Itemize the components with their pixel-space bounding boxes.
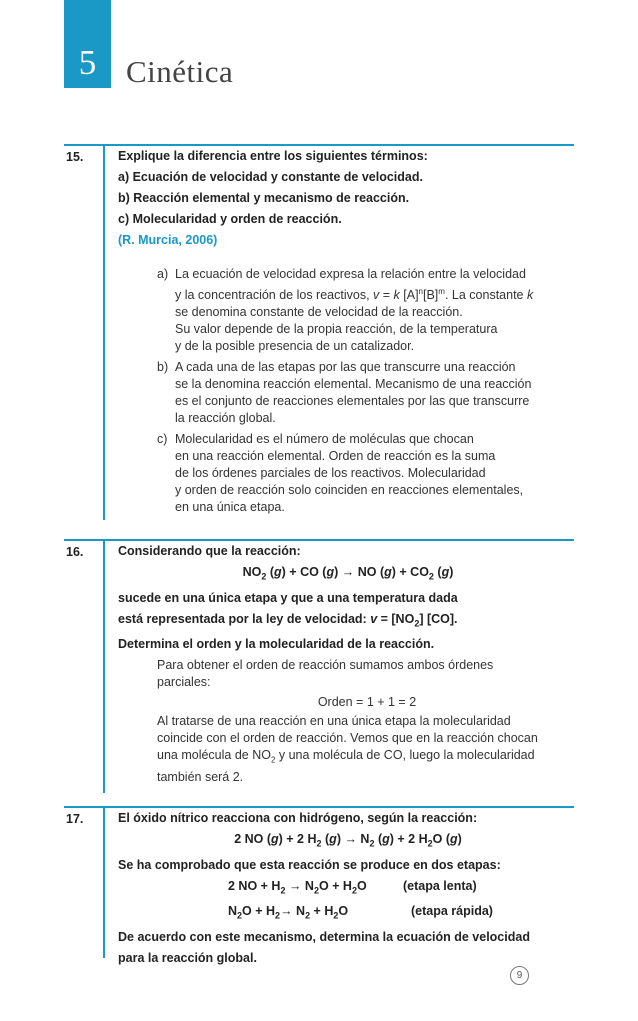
q16-line3: sucede en una única etapa y que a una temperatura dada [118, 590, 458, 605]
question-17 [118, 808, 578, 969]
chapter-tab [64, 0, 111, 88]
q15-part-a: a) Ecuación de velocidad y constante de velocidad. [118, 170, 423, 184]
question-number-16: 16. [66, 545, 84, 559]
q17-prompt: El óxido nítrico reacciona con hidrógeno, según la reacción: [118, 811, 478, 825]
page-number: 9 [510, 966, 529, 985]
q15-prompt: Explique la diferencia entre los siguientes términos: [118, 149, 428, 163]
question-15 [118, 146, 578, 251]
q17-line3: Se ha comprobado que esta reacción se produce en dos etapas: [118, 857, 501, 872]
answer-15-a: a) La ecuación de velocidad expresa la relación entre la velocidad y la concentración de los reactivos, v = k $[A]^n[B]^m$. La constante k se denomina constante de velocidad de la reacción. Su valor depende de la propia reacción, de la temperatura y de la posible presencia de un catalizador. [157, 267, 534, 354]
rule-q15 [103, 146, 105, 520]
question-number-15: 15. [66, 150, 84, 164]
rule-q16 [103, 541, 105, 793]
q15-part-c: c) Molecularidad y orden de reacción. [118, 212, 342, 226]
chapter-title: Cinética [126, 54, 234, 89]
q17-step-slow: 2 NO + $H_2 \to N_2O + H_2O$ (etapa lenta) [228, 878, 477, 895]
question-number-17: 17. [66, 812, 84, 826]
order-equation: Orden = 1 + 1 = 2 [317, 695, 417, 709]
q15-source: (R. Murcia, 2006) [118, 233, 218, 247]
answer-16: Para obtener el orden de reacción sumamos ambos órdenes parciales: Orden = 1 + 1 = 2 Al tratarse de una reacción en una única etapa la molecularidad coincide con el orden de reacción. Vemos que en la reacción chocan una molécula de $NO_2$ y una molécula de CO, luego la molecularidad también será 2. [157, 657, 577, 786]
answer-15 [157, 266, 577, 516]
answer-15-b: b) A cada una de las etapas por las que transcurre una reacción se la denomina reacción elemental. Mecanismo de una reacción es el conjunto de reacciones elementales por las que transcurre la reacción global. [157, 360, 532, 426]
q17-line7: para la reacción global. [118, 950, 257, 965]
q17-step-fast: $N_2O + H_2\to N_2 + H_2O$ (etapa rápida) [228, 904, 493, 921]
chapter-number: 5 [78, 43, 97, 82]
q16-line4: está representada por la ley de velocidad: $v = [NO_2]$ [CO]. [118, 611, 458, 628]
q15-part-b: b) Reacción elemental y mecanismo de reacción. [118, 191, 410, 205]
q16-equation: $NO_2$ (g) + CO (g) → NO $(g) + CO_2$ (g) [242, 565, 454, 582]
answer-15-c: c) Molecularidad es el número de moléculas que chocan en una reacción elemental. Orden de reacción es la suma de los órdenes parciales de los reactivos. Molecularidad y orden de reacción solo coinciden en reacciones elementales, en una única etapa. [157, 432, 524, 515]
rule-q17 [103, 808, 105, 958]
question-16 [118, 541, 578, 655]
q17-global-equation: 2 NO (g) + 2 $H_2$ $(g) \to N_2$ (g) + 2 $H_2O$ (g) [234, 832, 462, 849]
q16-prompt: Considerando que la reacción: [118, 544, 301, 558]
q16-line5: Determina el orden y la molecularidad de la reacción. [118, 637, 435, 651]
q17-line6: De acuerdo con este mecanismo, determina la ecuación de velocidad [118, 929, 530, 944]
